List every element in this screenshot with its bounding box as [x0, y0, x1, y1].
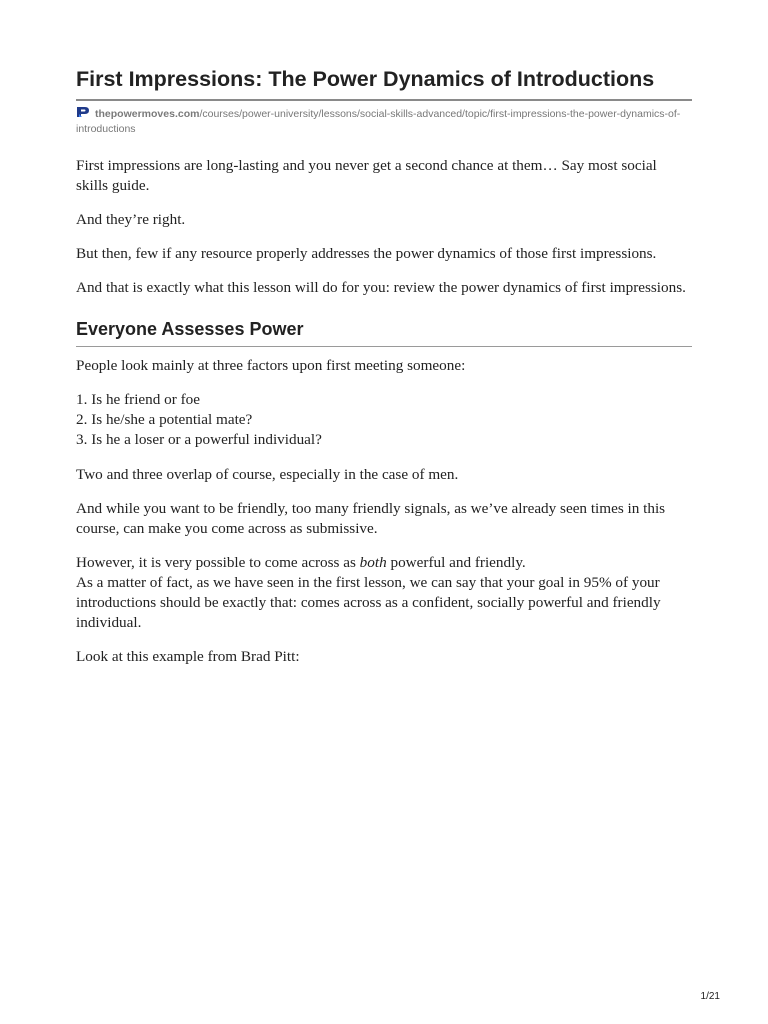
- intro-paragraph: And that is exactly what this lesson will do for you: review the power dynamics of first impressions.: [76, 279, 686, 296]
- article-body: [76, 156, 692, 667]
- intro-paragraph: But then, few if any resource properly addresses the power dynamics of those first impressions.: [76, 245, 657, 262]
- paragraph-text: powerful and friendly.: [386, 554, 526, 571]
- document-page: [76, 66, 692, 681]
- title-divider: [76, 99, 692, 101]
- section-paragraph: [76, 553, 692, 633]
- section-paragraph: And while you want to be friendly, too many friendly signals, as we’ve already seen times in this course, can make you come across as submissive.: [76, 500, 666, 537]
- paragraph-text: As a matter of fact, as we have seen in the first lesson, we can say that your goal in 95% of your introductions should be exactly that: comes across as a confident, socially powerful and friendly individual.: [76, 574, 661, 631]
- list-item: 3. Is he a loser or a powerful individual?: [76, 431, 322, 448]
- section-paragraph: Look at this example from Brad Pitt:: [76, 648, 300, 665]
- intro-paragraph: First impressions are long-lasting and you never get a second chance at them… Say most social skills guide.: [76, 157, 657, 194]
- list-item: 1. Is he friend or foe: [76, 391, 200, 408]
- section-lead: People look mainly at three factors upon first meeting someone:: [76, 357, 466, 374]
- page-number: 1/21: [700, 991, 720, 1002]
- source-path: /courses/power-university/lessons/social-skills-advanced/topic/first-impressions-the-power-dynamics-of-introductions: [76, 108, 681, 135]
- source-url[interactable]: [76, 106, 692, 136]
- section-divider: [76, 346, 692, 347]
- section-heading: Everyone Assesses Power: [76, 319, 304, 339]
- source-domain: thepowermoves.com: [95, 108, 200, 120]
- section-paragraph: Two and three overlap of course, especially in the case of men.: [76, 466, 459, 483]
- list-item: 2. Is he/she a potential mate?: [76, 411, 253, 428]
- emphasis-text: both: [359, 554, 387, 571]
- document-title: First Impressions: The Power Dynamics of Introductions: [76, 67, 655, 91]
- factor-list: [76, 390, 692, 450]
- paragraph-text: However, it is very possible to come across as: [76, 554, 360, 571]
- thepowermoves-logo-icon: [76, 106, 90, 118]
- intro-paragraph: And they’re right.: [76, 211, 186, 228]
